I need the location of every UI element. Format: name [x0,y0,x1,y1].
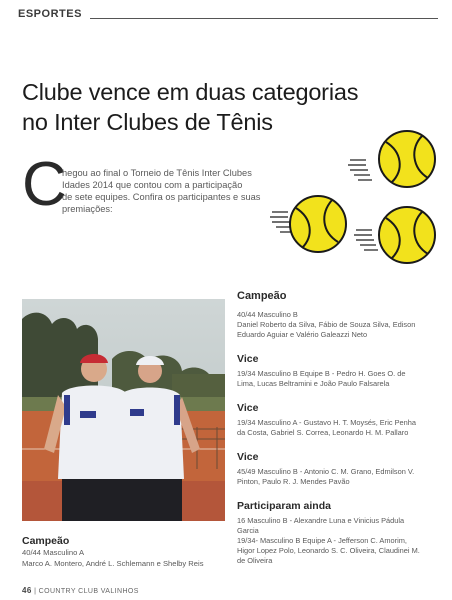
result-title: Vice [237,451,259,463]
section-header [18,8,438,24]
result-line: da Costa, Gabriel S. Correa, Leonardo H. M. Pallaro [237,428,409,437]
result-line: 19/34- Masculino B Equipe A - Jefferson C. Amorim, [237,536,407,545]
intro-line: premiações: [62,204,113,214]
result-line: Pinton, Paulo R. J. Mendes Pavão [237,477,350,486]
results-column [237,290,442,579]
result-line: Higor Lopez Polo, Leonardo S. C. Oliveira, Claudinei M. [237,546,420,555]
photo-caption-players: Marco A. Montero, André L. Schlemann e Shelby Reis [22,559,204,568]
photo-caption-category: 40/44 Masculino A [22,548,85,557]
page-footer [22,586,139,595]
result-line: 19/34 Masculino A - Gustavo H. T. Moysés, Eric Penha [237,418,416,427]
champions-photo [22,299,225,521]
result-line: Daniel Roberto da Silva, Fábio de Souza Silva, Edison [237,320,416,329]
result-line: Garcia [237,526,259,535]
result-champion [237,290,442,340]
result-line: Eduardo Aguiar e Valério Galeazzi Neto [237,330,368,339]
result-title: Campeão [237,290,287,302]
tennis-ball-icon [354,207,435,263]
result-line: 16 Masculino B - Alexandre Luna e Vinicius Pádula [237,516,405,525]
section-label: ESPORTES [18,8,82,20]
headline-line-1: Clube vence em duas categorias [22,79,359,105]
photo-illustration [22,299,225,521]
drop-cap: C [22,150,67,219]
tennis-ball-icon [270,196,346,252]
result-vice-2 [237,402,442,438]
intro-paragraph [62,167,287,215]
result-title: Vice [237,353,259,365]
intro-line: Idades 2014 que contou com a participação [62,180,243,190]
result-line: 19/34 Masculino B Equipe B - Pedro H. Goes O. de [237,369,406,378]
intro-line: hegou ao final o Torneio de Tênis Inter Clubes [62,168,252,178]
result-line: Lima, Lucas Beltramini e João Paulo Falsarela [237,379,390,388]
tennis-ball-icon [348,131,435,187]
result-line: de Oliveira [237,556,273,565]
result-line: 45/49 Masculino B - Antonio C. M. Grano, Edmilson V. [237,467,415,476]
result-title: Vice [237,402,259,414]
footer-separator: | [34,588,37,595]
result-vice-3 [237,451,442,487]
result-participants [237,500,442,566]
headline-line-2: no Inter Clubes de Tênis [22,109,273,135]
result-vice-1 [237,353,442,389]
page-number: 46 [22,586,32,595]
result-line: 40/44 Masculino B [237,310,298,319]
intro-line: de sete equipes. Confira os participantes e suas [62,192,261,202]
publication-name: COUNTRY CLUB VALINHOS [38,588,139,595]
tennis-balls-illustration [262,120,442,280]
section-divider [90,18,438,19]
photo-caption-title: Campeão [22,535,70,547]
result-title: Participaram ainda [237,500,331,512]
